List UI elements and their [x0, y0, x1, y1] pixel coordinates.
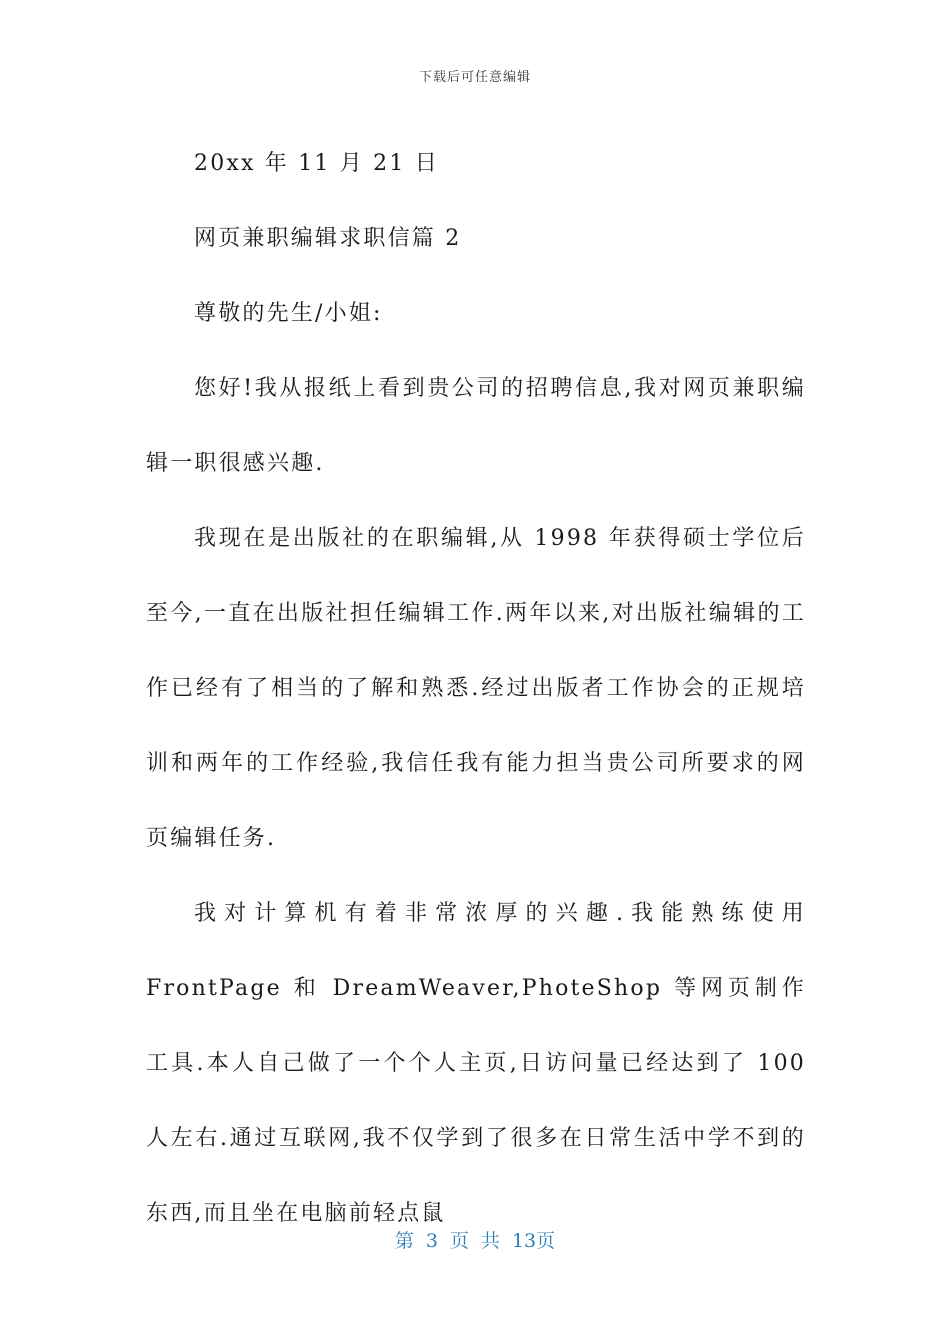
letter-salutation: 尊敬的先生/小姐:	[194, 301, 383, 326]
footer-total-label: 共	[480, 1230, 500, 1252]
header-note: 下载后可任意编辑	[418, 70, 531, 85]
paragraph-greeting: 您好!我从报纸上看到贵公司的招聘信息,我对网页兼职编辑一职很感兴趣.	[146, 376, 806, 476]
page-footer	[0, 1226, 950, 1253]
footer-page-label: 第	[394, 1230, 414, 1252]
footer-total-pages: 13页	[511, 1230, 556, 1252]
letter-title: 网页兼职编辑求职信篇 2	[194, 226, 462, 251]
paragraph-experience: 我现在是出版社的在职编辑,从 1998 年获得硕士学位后至今,一直在出版社担任编辑工作.两年以来,对出版社编辑的工作已经有了相当的了解和熟悉.经过出版者工作协会的正规培训和两年的工作经验,我信任我有能力担当贵公司所要求的网页编辑任务.	[146, 526, 806, 851]
letter-date: 20xx 年 11 月 21 日	[194, 151, 439, 176]
footer-current-page: 3	[425, 1230, 438, 1252]
footer-page-unit: 页	[449, 1230, 469, 1252]
document-body	[146, 126, 806, 1251]
paragraph-skills: 我对计算机有着非常浓厚的兴趣.我能熟练使用 FrontPage 和 DreamWeaver,PhoteShop 等网页制作工具.本人自己做了一个个人主页,日访问量已经达到了 100 人左右.通过互联网,我不仅学到了很多在日常生活中学不到的东西,而且坐在电脑前轻点鼠	[146, 901, 806, 1226]
